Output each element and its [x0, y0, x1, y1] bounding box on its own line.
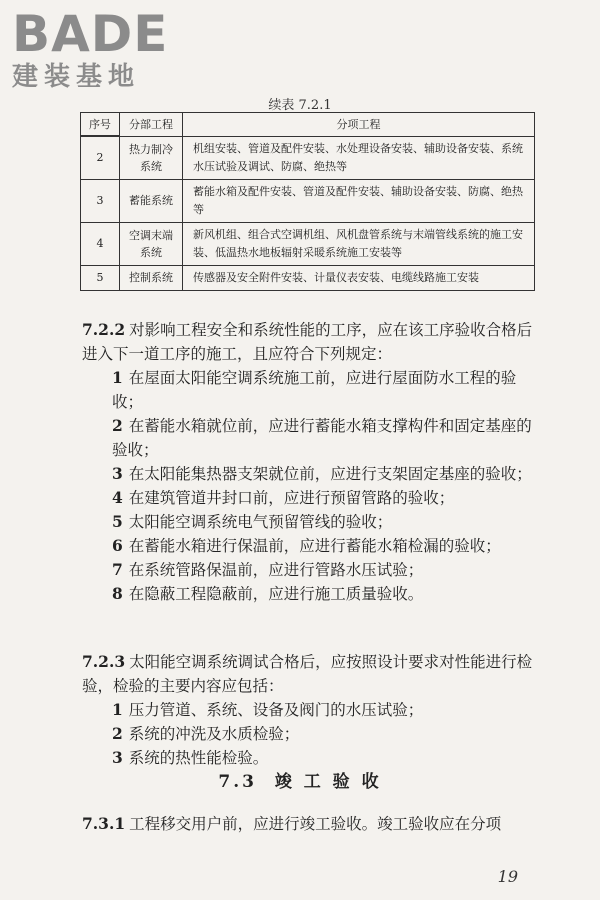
clause-7-3-1: [82, 812, 534, 836]
subdivision-table: [80, 112, 535, 291]
table-row: [81, 265, 535, 290]
header-no: 序号: [81, 113, 120, 137]
list-item: 8 在隐蔽工程隐蔽前，应进行施工质量验收。: [112, 584, 424, 603]
list-item: 2 在蓄能水箱就位前，应进行蓄能水箱支撑构件和固定基座的验收；: [112, 416, 532, 459]
row-items: 机组安装、管道及配件安装、水处理设备安装、辅助设备安装、系统水压试验及调试、防腐、绝热等: [183, 136, 535, 179]
section-number: 7.3: [218, 772, 257, 792]
clause-number: 7.2.3: [82, 652, 126, 671]
clause-text: [82, 318, 534, 366]
bade-logo: [12, 6, 168, 92]
clause-number: 7.3.1: [82, 814, 126, 833]
table-header-row: [81, 113, 535, 137]
clause-7-2-2: [82, 318, 534, 606]
header-items: 分项工程: [183, 113, 535, 137]
table-caption: 续表 7.2.1: [268, 98, 332, 113]
section-title: [0, 767, 600, 792]
row-items: 蓄能水箱及配件安装、管道及配件安装、辅助设备安装、防腐、绝热等: [183, 179, 535, 222]
list-item: 5 太阳能空调系统电气预留管线的验收；: [112, 512, 393, 531]
row-division: 空调末端系统: [120, 222, 183, 265]
clause-body: 太阳能空调系统调试合格后，应按照设计要求对性能进行检验，检验的主要内容应包括：: [82, 653, 533, 695]
header-division: 分部工程: [120, 113, 183, 137]
row-items: 传感器及安全附件安装、计量仪表安装、电缆线路施工安装: [183, 265, 535, 290]
clause-body: 工程移交用户前，应进行竣工验收。竣工验收应在分项: [129, 815, 502, 833]
row-division: 热力制冷系统: [120, 136, 183, 179]
list-item: 7 在系统管路保温前，应进行管路水压试验；: [112, 560, 424, 579]
list-item: 3 在太阳能集热器支架就位前，应进行支架固定基座的验收；: [112, 464, 532, 483]
list-item: 1 在屋面太阳能空调系统施工前，应进行屋面防水工程的验收；: [112, 368, 517, 411]
list-item: 1 压力管道、系统、设备及阀门的水压试验；: [112, 700, 424, 719]
logo-wordmark: BADE: [12, 5, 169, 63]
row-no: 5: [81, 265, 120, 290]
row-items: 新风机组、组合式空调机组、风机盘管系统与末端管线系统的施工安装、低温热水地板辐射采暖系统施工安装等: [183, 222, 535, 265]
row-no: 2: [81, 136, 120, 179]
row-no: 3: [81, 179, 120, 222]
clause-7-2-3: [82, 650, 534, 770]
list-item: 4 在建筑管道井封口前，应进行预留管路的验收；: [112, 488, 455, 507]
clause-number: 7.2.2: [82, 320, 126, 339]
list-item: 6 在蓄能水箱进行保温前，应进行蓄能水箱检漏的验收；: [112, 536, 501, 555]
page-number: 19: [497, 867, 518, 886]
section-heading: 竣 工 验 收: [274, 772, 382, 792]
table-row: [81, 179, 535, 222]
row-division: 控制系统: [120, 265, 183, 290]
list-item: 3 系统的热性能检验。: [112, 748, 269, 767]
logo-subtitle: 建装基地: [12, 62, 141, 92]
row-division: 蓄能系统: [120, 179, 183, 222]
list-item: 2 系统的冲洗及水质检验；: [112, 724, 300, 743]
table-row: [81, 222, 535, 265]
row-no: 4: [81, 222, 120, 265]
clause-text: [82, 650, 534, 698]
clause-body: 对影响工程安全和系统性能的工序，应在该工序验收合格后进入下一道工序的施工，且应符合下列规定：: [82, 321, 533, 363]
table-row: [81, 136, 535, 179]
